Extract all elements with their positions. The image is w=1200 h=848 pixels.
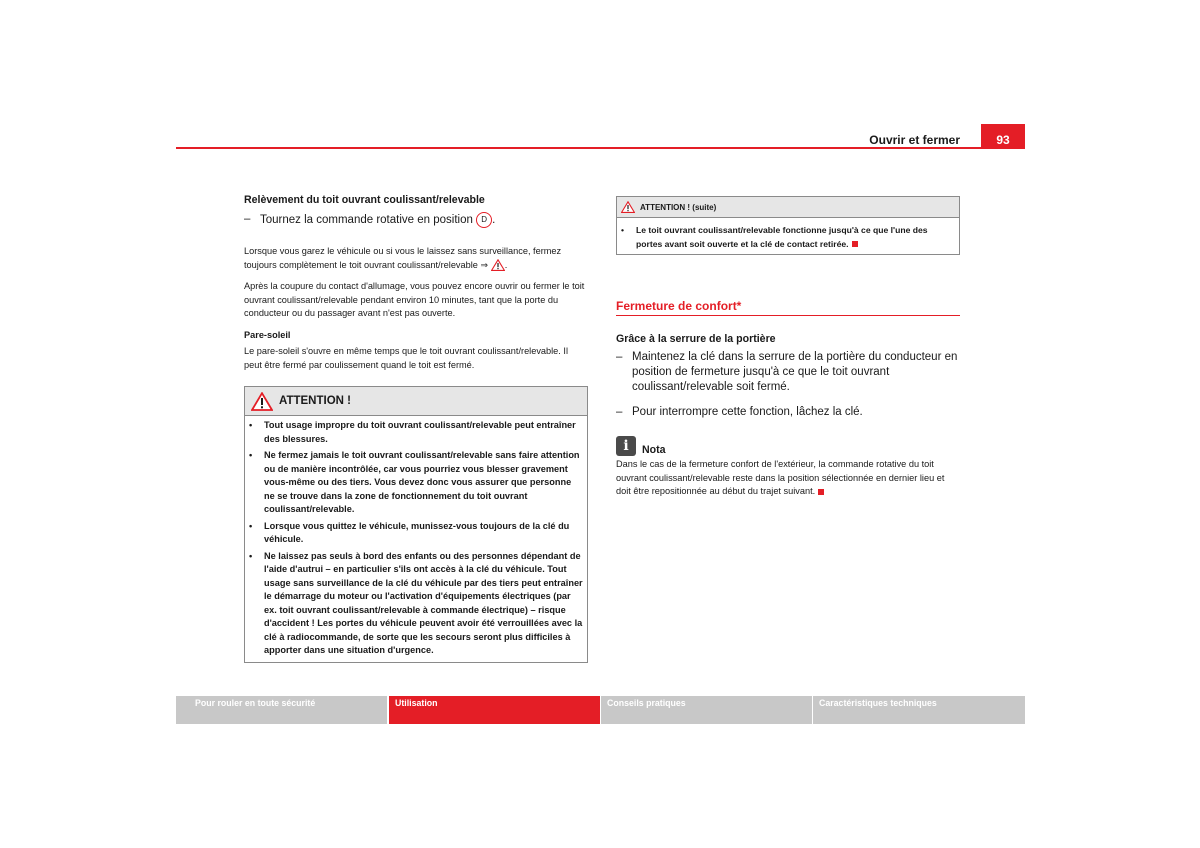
footer-tab-practical-tips[interactable]: Conseils pratiques xyxy=(601,696,812,724)
attention-title: ATTENTION ! xyxy=(279,395,351,408)
footer-tab-technical-specs[interactable]: Caractéristiques techniques xyxy=(813,696,1025,724)
paragraph-parking-end: . xyxy=(504,259,508,270)
attention-item xyxy=(249,550,583,658)
paragraph-ignition: Après la coupure du contact d'allumage, vous pouvez encore ouvrir ou fermer le toit ouvrant coulissant/relevable pendant environ 10 minutes, tant que la porte du conducteur ou du passager avant n'est pas ouverte. xyxy=(244,281,585,319)
warning-triangle-icon xyxy=(491,259,505,271)
attention-continued-header xyxy=(617,197,959,218)
end-square-icon xyxy=(818,489,824,495)
nota-text: Dans le cas de la fermeture confort de l'extérieur, la commande rotative du toit ouvrant coulissant/relevable reste dans la position sélectionnée en dernier lieu et doit être repositionnée au début du trajet suivant. xyxy=(616,459,945,496)
instruction-step xyxy=(616,405,960,420)
attention-continued-text: Le toit ouvrant coulissant/relevable fonctionne jusqu'à ce que l'une des portes avant soit ouverte et la clé de contact retirée. xyxy=(636,225,928,249)
attention-item xyxy=(249,419,583,446)
nota-text-wrap xyxy=(616,458,960,499)
attention-item-text: Ne fermez jamais le toit ouvrant coulissant/relevable sans faire attention ou de manière incontrôlée, car vous pourriez vous blesser gravement vous-même ou des tiers. Vous devez donc vous assurer que personne ne se trouve dans la zone de fonctionnement du toit ouvrant coulissant/relevable. xyxy=(264,450,580,515)
position-d-key-icon: D xyxy=(476,212,492,228)
step-dash: – xyxy=(616,406,623,418)
attention-continued-item xyxy=(617,218,959,254)
paragraph-parking xyxy=(244,245,588,272)
left-column xyxy=(244,194,588,663)
page-number: 93 xyxy=(981,124,1025,148)
step-text: Tournez la commande rotative en position xyxy=(260,214,473,227)
step-dash: – xyxy=(244,213,251,225)
bullet: • xyxy=(249,520,253,531)
nota-heading xyxy=(616,436,960,456)
info-icon: i xyxy=(616,436,636,456)
attention-box xyxy=(244,386,588,663)
attention-item xyxy=(249,449,583,517)
bullet: • xyxy=(249,420,253,431)
paragraph-sunshade: Le pare-soleil s'ouvre en même temps que le toit ouvrant coulissant/relevable. Il peut être fermé par coulissement quand le toit est fermé. xyxy=(244,346,568,370)
bullet: • xyxy=(249,450,253,461)
instruction-step xyxy=(616,350,960,395)
section-heading-raising: Relèvement du toit ouvrant coulissant/relevable xyxy=(244,194,485,206)
warning-triangle-icon xyxy=(251,392,273,411)
attention-continued-title: ATTENTION ! (suite) xyxy=(640,202,717,212)
nota-title: Nota xyxy=(642,444,666,456)
attention-item-text: Lorsque vous quittez le véhicule, munissez-vous toujours de la clé du véhicule. xyxy=(264,520,570,545)
step-text-wrap xyxy=(260,212,495,228)
attention-body xyxy=(245,416,587,662)
attention-continued-box xyxy=(616,196,960,255)
step-text: Pour interrompre cette fonction, lâchez la clé. xyxy=(632,406,863,418)
attention-item-text: Tout usage impropre du toit ouvrant coulissant/relevable peut entraîner des blessures. xyxy=(264,420,576,444)
attention-item-text: Ne laissez pas seuls à bord des enfants ou des personnes dépendant de l'aide d'autrui – en particulier s'ils ont accès à la clé du véhicule. Tout usage sans surveillance de la clé du véhicule par des tiers peut entraîner le démarrage du moteur ou l'activation d'équipements électriques (par ex. toit ouvrant coulissant/relevable à commande électrique) – risque d'accident ! Les portes du véhicule peuvent avoir été verrouillées avec la clé à radiocommande, de sorte que les secours seront plus difficiles à apporter dans une situation d'urgence. xyxy=(264,550,583,656)
attention-continued-text-wrap xyxy=(636,224,955,251)
step-text: Maintenez la clé dans la serrure de la portière du conducteur en position de fermeture jusqu'à ce que le toit ouvrant coulissant/relevable soit fermé. xyxy=(632,351,958,393)
bullet: • xyxy=(249,550,253,561)
section-heading-comfort-closing: Fermeture de confort* xyxy=(616,299,960,316)
bullet: • xyxy=(621,225,625,235)
step-dash: – xyxy=(616,351,623,363)
instruction-step xyxy=(244,212,588,228)
chapter-title: Ouvrir et fermer xyxy=(869,133,960,147)
footer-tab-utilisation[interactable]: Utilisation xyxy=(389,696,600,724)
attention-item xyxy=(249,520,583,547)
subheading-door-lock: Grâce à la serrure de la portière xyxy=(616,333,776,345)
subheading-sunshade: Pare-soleil xyxy=(244,329,291,340)
right-column xyxy=(616,196,960,499)
paragraph-parking-text: Lorsque vous garez le véhicule ou si vous le laissez sans surveillance, fermez toujours complètement le toit ouvrant coulissant/relevable xyxy=(244,246,562,270)
warning-triangle-icon xyxy=(621,201,635,213)
ref-arrow: ⇒ xyxy=(480,259,489,270)
end-square-icon xyxy=(852,241,858,247)
footer-tab-safety[interactable]: Pour rouler en toute sécurité xyxy=(176,696,387,724)
attention-header xyxy=(245,387,587,416)
header-rule xyxy=(176,147,1025,149)
step-end: . xyxy=(492,214,496,227)
